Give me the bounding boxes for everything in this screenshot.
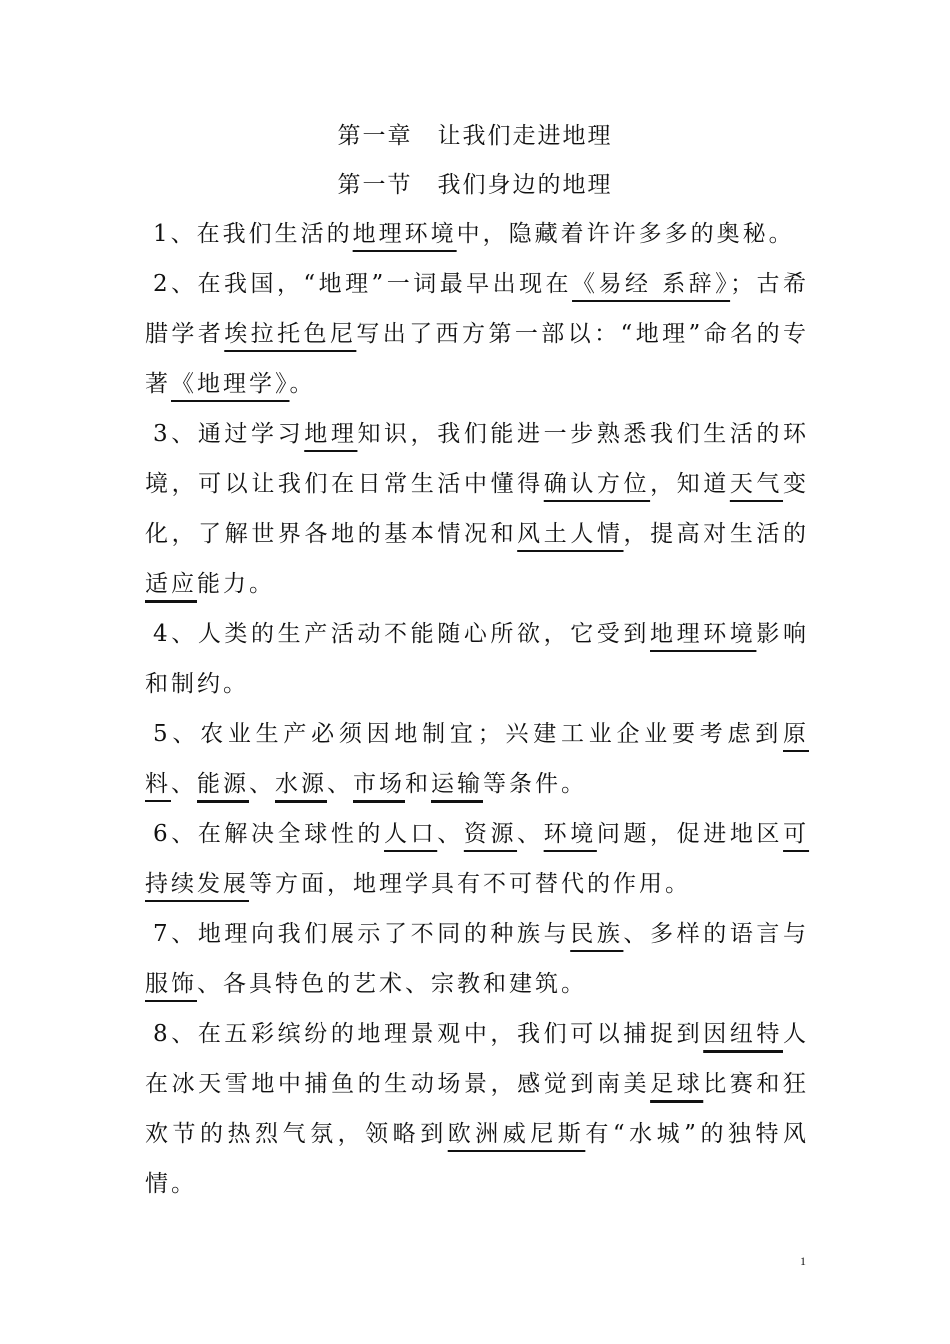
- paragraph-text: 、: [249, 771, 275, 797]
- underlined-answer-bold: 足球: [650, 1071, 704, 1097]
- paragraph-text: 、多样的语言与: [623, 921, 810, 947]
- paragraph-text: 、: [327, 771, 353, 797]
- paragraph-text: 等方面，地理学具有不可替代的作用。: [249, 871, 691, 897]
- underlined-answer-bold: 能源: [197, 771, 249, 797]
- underlined-answer: 地理环境: [650, 621, 757, 647]
- underlined-answer: 地理: [304, 421, 358, 447]
- paragraph-text: 比赛和狂欢节的热烈气氛，领略到: [145, 1071, 810, 1147]
- underlined-answer: 《地理学》: [171, 371, 290, 397]
- paragraph-text: 中，隐藏着许许多多的奥秘。: [456, 221, 795, 247]
- underlined-answer: 天气: [729, 471, 784, 497]
- paragraph-text: ，提高对生活的: [623, 521, 810, 547]
- chapter-title: 第一章 让我们走进地理: [337, 123, 613, 149]
- paragraph-text: 影响和制约。: [145, 621, 810, 697]
- paragraph-text: 、: [171, 771, 197, 797]
- underlined-answer-bold: 因纽特: [703, 1021, 783, 1047]
- paragraph-text: 3、通过学习: [153, 421, 305, 447]
- paragraph-6: [145, 809, 809, 909]
- underlined-answer-bold: 运输: [431, 771, 483, 797]
- underlined-answer: 资源: [463, 821, 518, 847]
- paragraph-3: [145, 409, 809, 609]
- paragraph-text: 和: [405, 771, 431, 797]
- paragraph-5: [145, 709, 809, 809]
- paragraph-text: 等条件。: [483, 771, 587, 797]
- paragraph-text: 1、在我们生活的: [153, 221, 353, 247]
- underlined-answer: 可持续发展: [145, 821, 810, 897]
- underlined-answer: 确认方位: [543, 471, 651, 497]
- paragraph-text: 、各具特色的艺术、宗教和建筑。: [197, 971, 587, 997]
- paragraph-text: 4、人类的生产活动不能随心所欲，它受到: [153, 621, 651, 647]
- underlined-answer-bold: 适应: [145, 571, 197, 597]
- paragraph-1: [145, 209, 809, 259]
- paragraph-text: ，知道: [650, 471, 730, 497]
- underlined-answer: 人口: [384, 821, 438, 847]
- paragraph-text: 变化，了解世界各地的基本情况和: [145, 471, 810, 547]
- paragraph-text: 5、农业生产必须因地制宜；兴建工业企业要考虑到: [153, 721, 783, 747]
- underlined-answer: 原料: [145, 721, 809, 797]
- paragraph-text: 知识，我们能进一步熟悉我们生活的环境，可以让我们在日常生活中懂得: [145, 421, 810, 497]
- paragraph-text: 、: [517, 821, 544, 847]
- underlined-answer: 埃拉托色尼: [224, 321, 357, 347]
- paragraph-2: [145, 259, 809, 409]
- paragraph-text: 2、在我国，“地理”一词最早出现在: [153, 271, 573, 297]
- paragraph-text: 。: [289, 371, 316, 397]
- underlined-answer: 服饰: [145, 971, 197, 997]
- underlined-answer: 风土人情: [517, 521, 624, 547]
- underlined-answer: 民族: [570, 921, 624, 947]
- section-title: 第一节 我们身边的地理: [337, 172, 613, 198]
- underlined-answer-bold: 市场: [353, 771, 405, 797]
- paragraph-text: 问题，促进地区: [596, 821, 784, 847]
- paragraph-text: 、: [437, 821, 464, 847]
- underlined-answer-bold: 水源: [275, 771, 327, 797]
- paragraph-4: [145, 609, 809, 709]
- page-number: 1: [800, 1254, 806, 1268]
- underlined-answer: 地理环境: [352, 221, 457, 247]
- underlined-answer: 环境: [543, 821, 597, 847]
- underlined-answer: 欧洲威尼斯: [447, 1121, 586, 1147]
- paragraph-text: ；古希腊学者: [145, 271, 810, 347]
- underlined-answer: 《易经 系辞》: [572, 271, 731, 297]
- paragraph-text: 有“水城”的独特风情。: [145, 1121, 810, 1197]
- paragraph-text: 人在冰天雪地中捕鱼的生动场景，感觉到南美: [145, 1021, 809, 1097]
- body-text: [145, 209, 809, 1209]
- paragraph-text: 写出了西方第一部以：“地理”命名的专著: [145, 321, 809, 397]
- paragraph-text: 7、地理向我们展示了不同的种族与: [153, 921, 571, 947]
- paragraph-text: 6、在解决全球性的: [153, 821, 385, 847]
- paragraph-text: 8、在五彩缤纷的地理景观中，我们可以捕捉到: [153, 1021, 704, 1047]
- paragraph-text: 能力。: [197, 571, 275, 597]
- paragraph-7: [145, 909, 809, 1009]
- paragraph-8: [145, 1009, 809, 1209]
